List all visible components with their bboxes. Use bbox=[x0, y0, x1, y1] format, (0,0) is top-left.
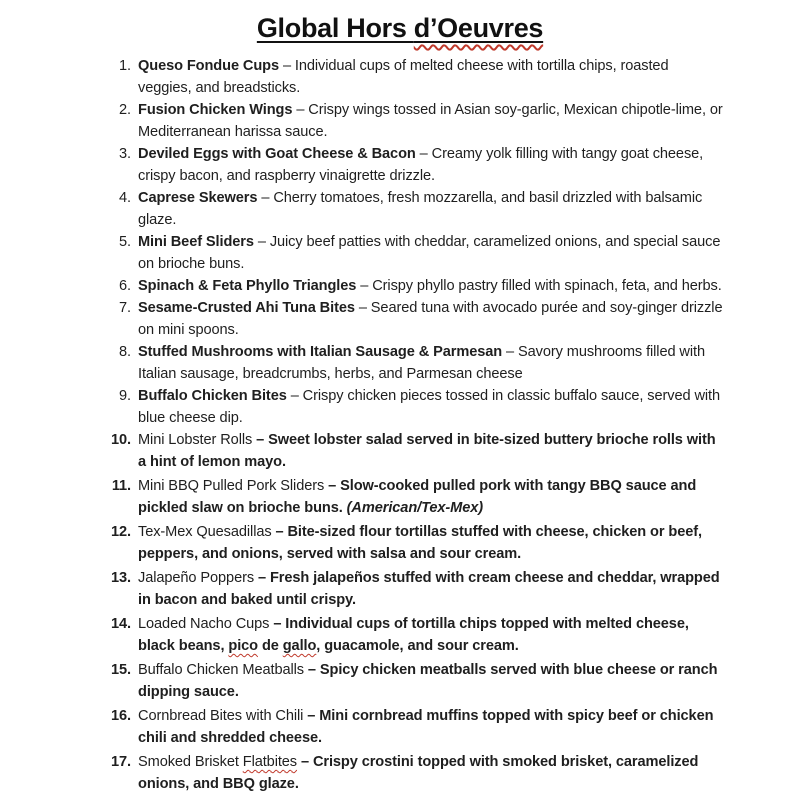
item-name: Fusion Chicken Wings bbox=[138, 102, 293, 118]
item-name: Buffalo Chicken Bites bbox=[138, 388, 287, 404]
item-text bbox=[138, 705, 724, 749]
item-text bbox=[138, 385, 724, 429]
item-description: – Slow-cooked pulled pork with tangy BBQ sauce and pickled slaw on brioche buns. (American/Tex-Mex) bbox=[138, 478, 697, 516]
item-number: 13. bbox=[111, 570, 131, 586]
list-item bbox=[90, 187, 800, 231]
item-description: – Spicy chicken meatballs served with blue cheese or ranch dipping sauce. bbox=[138, 662, 718, 700]
item-description: – Juicy beef patties with cheddar, caramelized onions, and special sauce on brioche buns. bbox=[138, 234, 721, 272]
item-text bbox=[138, 521, 724, 565]
item-description: – Crispy phyllo pastry filled with spinach, feta, and herbs. bbox=[356, 278, 722, 294]
list-item bbox=[90, 705, 800, 749]
item-name: Deviled Eggs with Goat Cheese & Bacon bbox=[138, 146, 416, 162]
item-number: 2. bbox=[119, 102, 131, 118]
list-item bbox=[90, 143, 800, 187]
list-item bbox=[90, 475, 800, 519]
item-number: 7. bbox=[119, 300, 131, 316]
spellcheck-word: Flatbites bbox=[242, 754, 298, 770]
item-number: 1. bbox=[119, 58, 131, 74]
item-name: Mini BBQ Pulled Pork Sliders bbox=[138, 478, 325, 494]
item-text bbox=[138, 429, 724, 473]
item-name: Stuffed Mushrooms with Italian Sausage & Parmesan bbox=[138, 344, 503, 360]
item-number: 12. bbox=[111, 524, 131, 540]
item-text bbox=[138, 143, 724, 187]
cuisine-note: (American/Tex-Mex) bbox=[342, 500, 483, 516]
list-item bbox=[90, 567, 800, 611]
title-text bbox=[257, 13, 543, 43]
item-name: Cornbread Bites with Chili bbox=[138, 708, 304, 724]
item-name: Loaded Nacho Cups bbox=[138, 616, 270, 632]
item-text bbox=[138, 275, 724, 297]
item-name: Queso Fondue Cups bbox=[138, 58, 279, 74]
item-description: – Mini cornbread muffins topped with spicy beef or chicken chili and shredded cheese. bbox=[138, 708, 714, 746]
list-item bbox=[90, 751, 800, 795]
item-number: 6. bbox=[119, 278, 131, 294]
item-description: – Cherry tomatoes, fresh mozzarella, and basil drizzled with balsamic glaze. bbox=[138, 190, 703, 228]
list-item bbox=[90, 231, 800, 275]
item-description: – Savory mushrooms filled with Italian sausage, breadcrumbs, herbs, and Parmesan cheese bbox=[138, 344, 705, 382]
list-item bbox=[90, 99, 800, 143]
item-number: 17. bbox=[111, 754, 131, 770]
spellcheck-word: pico bbox=[228, 638, 258, 654]
list-item bbox=[90, 385, 800, 429]
item-description: – Bite-sized flour tortillas stuffed with cheese, chicken or beef, peppers, and onions, served with salsa and sour cream. bbox=[138, 524, 702, 562]
list-item bbox=[90, 613, 800, 657]
item-description: – Individual cups of melted cheese with tortilla chips, roasted veggies, and breadsticks. bbox=[138, 58, 669, 96]
item-name: Mini Lobster Rolls bbox=[138, 432, 253, 448]
item-number: 9. bbox=[119, 388, 131, 404]
title-spellcheck-word: d’Oeuvres bbox=[413, 13, 544, 43]
item-number: 14. bbox=[111, 616, 131, 632]
item-name: Spinach & Feta Phyllo Triangles bbox=[138, 278, 357, 294]
item-number: 4. bbox=[119, 190, 131, 206]
item-text bbox=[138, 187, 724, 231]
item-text bbox=[138, 751, 724, 795]
item-description: – Seared tuna with avocado purée and soy-ginger drizzle on mini spoons. bbox=[138, 300, 723, 338]
item-number: 10. bbox=[111, 432, 131, 448]
item-number: 15. bbox=[111, 662, 131, 678]
list-item bbox=[90, 341, 800, 385]
item-text bbox=[138, 99, 724, 143]
list-item bbox=[90, 429, 800, 473]
list-item bbox=[90, 275, 800, 297]
list-item bbox=[90, 521, 800, 565]
item-description: – Individual cups of tortilla chips topped with melted cheese, black beans, pico de gallo, guacamole, and sour cream. bbox=[138, 616, 689, 654]
item-name: Tex-Mex Quesadillas bbox=[138, 524, 272, 540]
item-number: 11. bbox=[111, 478, 131, 494]
title-part-1: Global Hors bbox=[256, 13, 414, 43]
item-number: 3. bbox=[119, 146, 131, 162]
list-item bbox=[90, 297, 800, 341]
item-name: Sesame-Crusted Ahi Tuna Bites bbox=[138, 300, 355, 316]
item-number: 5. bbox=[119, 234, 131, 250]
item-text bbox=[138, 55, 724, 99]
item-description: – Sweet lobster salad served in bite-sized buttery brioche rolls with a hint of lemon mayo. bbox=[138, 432, 716, 470]
item-text bbox=[138, 567, 724, 611]
item-text bbox=[138, 613, 724, 657]
item-text bbox=[138, 341, 724, 385]
page-title bbox=[0, 13, 800, 44]
item-number: 16. bbox=[111, 708, 131, 724]
item-name: Jalapeño Poppers bbox=[138, 570, 255, 586]
menu-list bbox=[0, 55, 800, 795]
item-name: Caprese Skewers bbox=[138, 190, 258, 206]
item-description: – Crispy chicken pieces tossed in classic buffalo sauce, served with blue cheese dip. bbox=[138, 388, 721, 426]
item-name: Buffalo Chicken Meatballs bbox=[138, 662, 304, 678]
item-description: – Crispy crostini topped with smoked brisket, caramelized onions, and BBQ glaze. bbox=[138, 754, 699, 792]
item-name: Mini Beef Sliders bbox=[138, 234, 254, 250]
item-text bbox=[138, 297, 724, 341]
item-text bbox=[138, 475, 724, 519]
item-description: – Fresh jalapeños stuffed with cream cheese and cheddar, wrapped in bacon and baked until crispy. bbox=[138, 570, 720, 608]
spellcheck-word: gallo bbox=[282, 638, 317, 654]
list-item bbox=[90, 55, 800, 99]
item-number: 8. bbox=[119, 344, 131, 360]
item-text bbox=[138, 659, 724, 703]
item-name: Smoked Brisket Flatbites bbox=[138, 754, 298, 770]
item-description: – Creamy yolk filling with tangy goat cheese, crispy bacon, and raspberry vinaigrette drizzle. bbox=[138, 146, 704, 184]
list-item bbox=[90, 659, 800, 703]
item-description: – Crispy wings tossed in Asian soy-garlic, Mexican chipotle-lime, or Mediterranean harissa sauce. bbox=[138, 102, 723, 140]
item-text bbox=[138, 231, 724, 275]
